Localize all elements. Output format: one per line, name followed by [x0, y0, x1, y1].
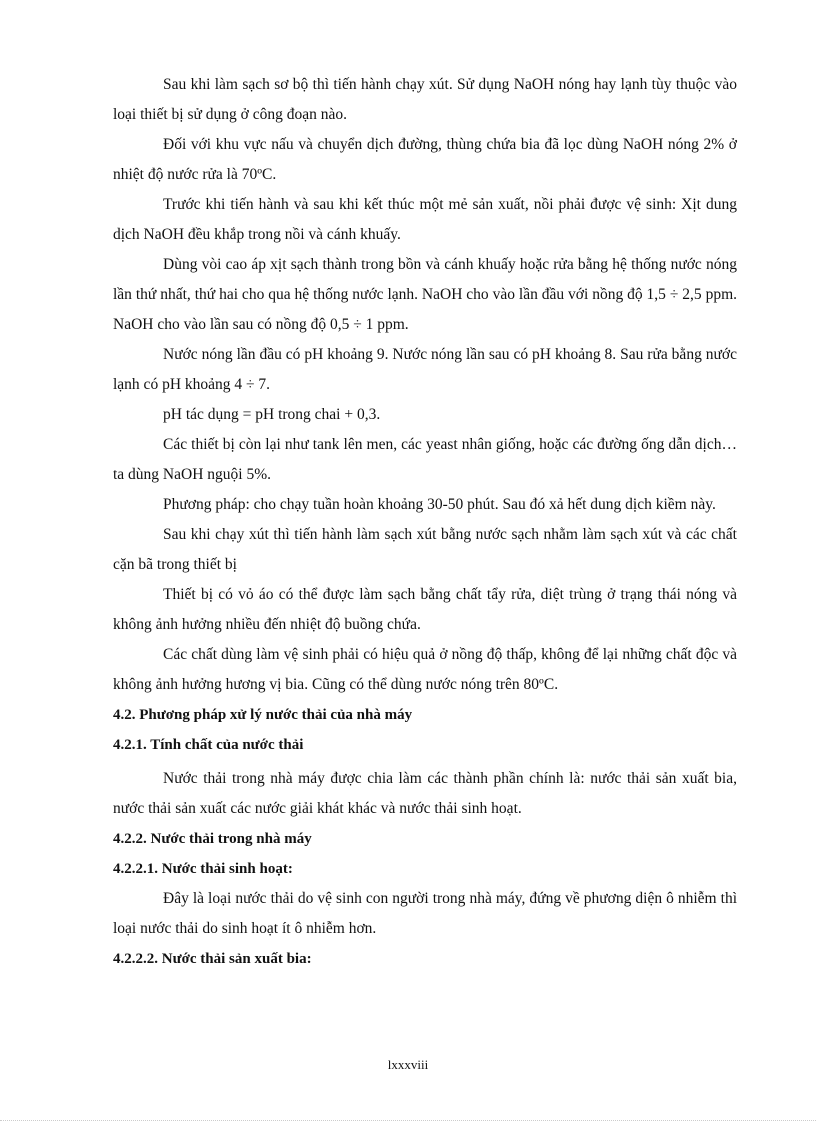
heading-4-2-2-2: 4.2.2.2. Nước thải sản xuất bia:	[113, 951, 312, 967]
page-number: lxxxviii	[387, 1057, 429, 1072]
page-bottom-divider	[0, 1120, 816, 1121]
heading-4-2-1: 4.2.1. Tính chất của nước thải	[113, 737, 304, 753]
heading-4-2-2-1: 4.2.2.1. Nước thải sinh hoạt:	[113, 861, 293, 877]
paragraph-ph-values: Nước nóng lần đầu có pH khoảng 9. Nước nóng lần sau có pH khoảng 8. Sau rửa bằng nước lạnh có pH khoảng 4 ÷ 7.	[113, 346, 737, 393]
heading-4-2-2: 4.2.2. Nước thải trong nhà máy	[113, 831, 312, 847]
paragraph-cleaning-agents: Các chất dùng làm vệ sinh phải có hiệu quả ở nồng độ thấp, không để lại những chất độc và không ảnh hưởng hương vị bia. Cũng có thể dùng nước nóng trên 80ºC.	[113, 646, 737, 693]
paragraph-wastewater-properties: Nước thải trong nhà máy được chia làm các thành phần chính là: nước thải sản xuất bia, nước thải sản xuất các nước giải khát khác và nước thải sinh hoạt.	[113, 770, 737, 817]
paragraph-jacketed: Thiết bị có vỏ áo có thể được làm sạch bằng chất tẩy rửa, diệt trùng ở trạng thái nóng và không ảnh hưởng nhiều đến nhiệt độ buồng chứa.	[113, 586, 737, 633]
paragraph-cooking-area: Đối với khu vực nấu và chuyển dịch đường, thùng chứa bia đã lọc dùng NaOH nóng 2% ở nhiệt độ nước rửa là 70ºC.	[113, 136, 737, 183]
paragraph-domestic-wastewater: Đây là loại nước thải do vệ sinh con người trong nhà máy, đứng về phương diện ô nhiễm thì loại nước thải do sinh hoạt ít ô nhiễm hơn.	[113, 890, 737, 937]
paragraph-batch-cleaning: Trước khi tiến hành và sau khi kết thúc một mẻ sản xuất, nồi phải được vệ sinh: Xịt dung dịch NaOH đều khắp trong nồi và cánh khuấy.	[113, 196, 737, 243]
heading-4-2: 4.2. Phương pháp xử lý nước thải của nhà máy	[113, 707, 413, 723]
paragraph-high-pressure: Dùng vòi cao áp xịt sạch thành trong bồn và cánh khuấy hoặc rửa bằng hệ thống nước nóng lần thứ nhất, thứ hai cho qua hệ thống nước lạnh. NaOH cho vào lần đầu với nồng độ 1,5 ÷ 2,5 ppm. NaOH cho vào lần sau có nồng độ 0,5 ÷ 1 ppm.	[113, 256, 737, 333]
paragraph-caustic-wash: Sau khi làm sạch sơ bộ thì tiến hành chạy xút. Sử dụng NaOH nóng hay lạnh tùy thuộc vào loại thiết bị sử dụng ở công đoạn nào.	[113, 76, 737, 123]
document-page	[113, 70, 737, 974]
paragraph-ph-formula: pH tác dụng = pH trong chai + 0,3.	[163, 406, 381, 423]
paragraph-rinse: Sau khi chạy xút thì tiến hành làm sạch xút bằng nước sạch nhằm làm sạch xút và các chất cặn bã trong thiết bị	[113, 526, 737, 573]
paragraph-method: Phương pháp: cho chạy tuần hoàn khoảng 30-50 phút. Sau đó xả hết dung dịch kiềm này.	[163, 496, 716, 513]
paragraph-other-equipment: Các thiết bị còn lại như tank lên men, các yeast nhân giống, hoặc các đường ống dẫn dịch… ta dùng NaOH nguội 5%.	[113, 436, 737, 483]
